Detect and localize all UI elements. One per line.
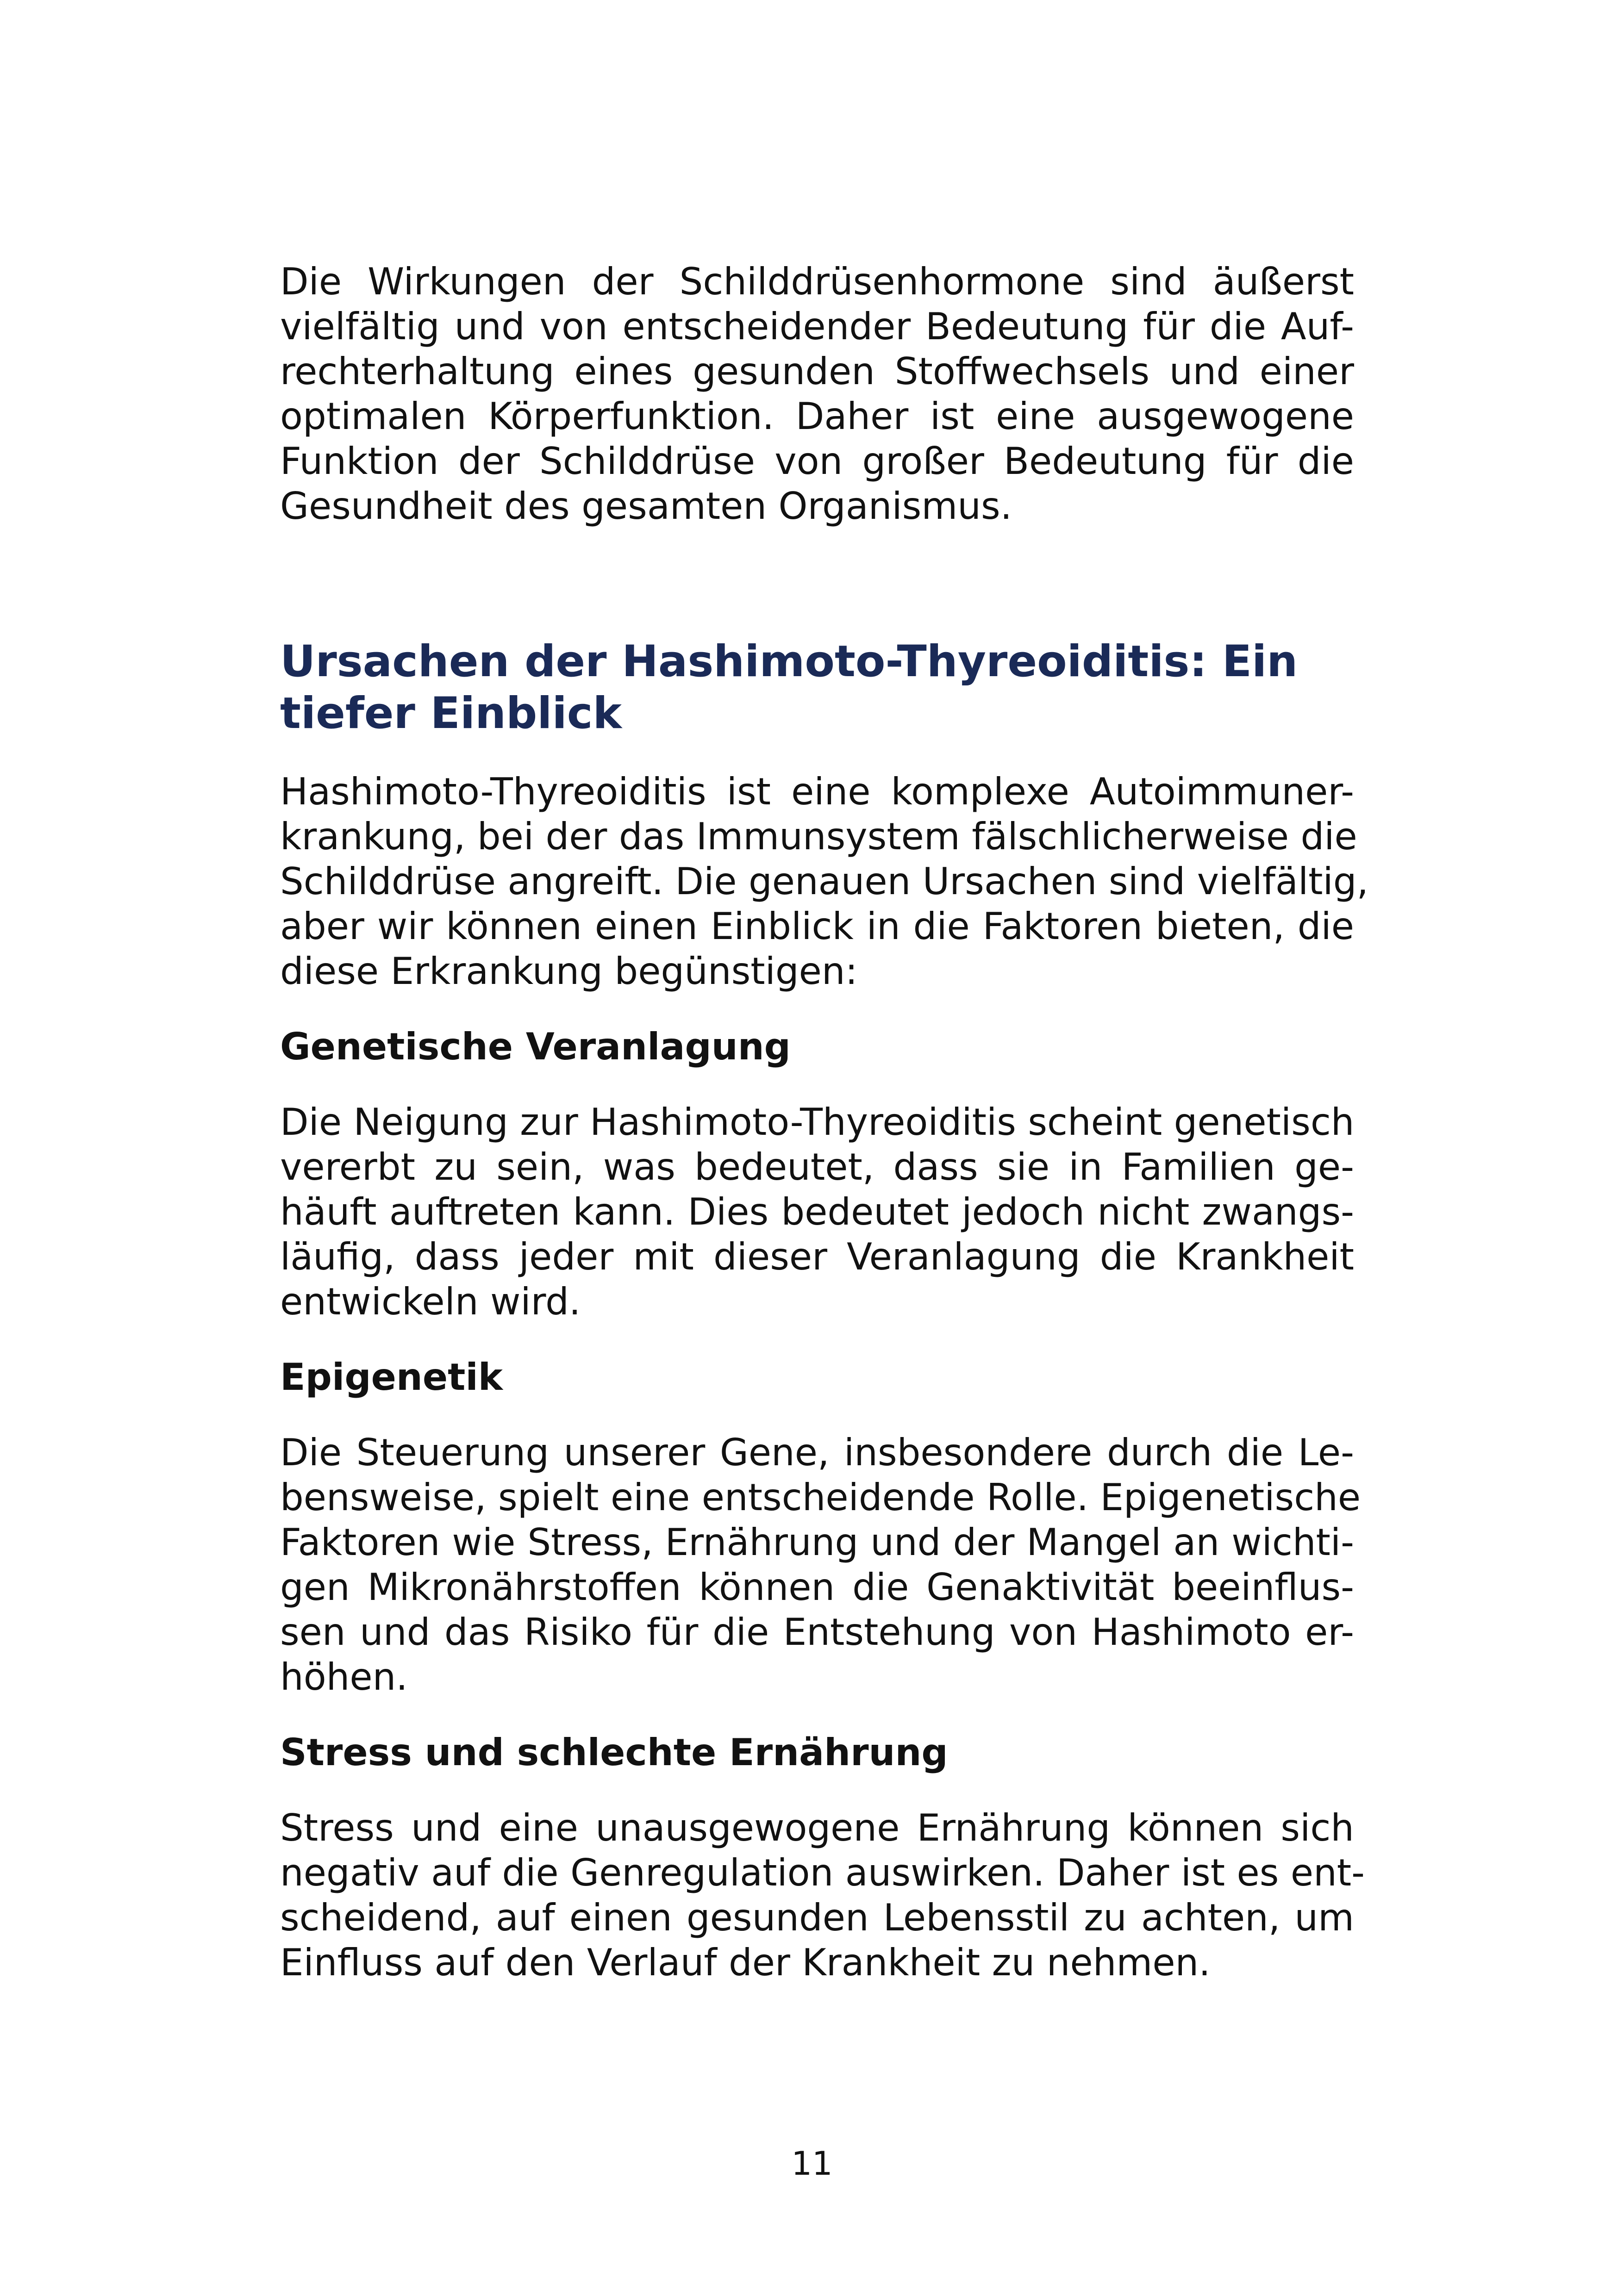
heading-line: tiefer Einblick [280,688,622,739]
subsection-paragraph [280,1805,1365,1985]
text-line: vielfältig und von entscheidender Bedeutung für die Auf- [280,305,1354,348]
text-line: Stress und eine unausgewogene Ernährung können sich [280,1806,1354,1849]
text-line: Faktoren wie Stress, Ernährung und der Mangel an wichti- [280,1521,1354,1564]
text-line: höhen. [280,1655,408,1699]
text-line: Die Steuerung unserer Gene, insbesondere durch die Le- [280,1431,1354,1474]
text-line: Die Neigung zur Hashimoto-Thyreoiditis scheint genetisch [280,1101,1355,1144]
text-line: gen Mikronährstoffen können die Genaktivität beeinflus- [280,1566,1354,1609]
text-line: optimalen Körperfunktion. Daher ist eine ausgewogene [280,395,1354,438]
text-line: Einfluss auf den Verlauf der Krankheit zu nehmen. [280,1941,1211,1984]
text-line: Gesundheit des gesamten Organismus. [280,485,1012,528]
text-line: vererbt zu sein, was bedeutet, dass sie in Familien ge- [280,1145,1354,1188]
text-line: negativ auf die Genregulation auswirken. Daher ist es ent- [280,1851,1365,1894]
section-intro-paragraph [280,769,1368,994]
page-content [280,259,1368,1985]
page-number: 11 [791,2145,833,2183]
text-line: diese Erkrankung begünstigen: [280,950,858,993]
text-line: Die Wirkungen der Schilddrüsenhormone sind äußerst [280,260,1354,303]
heading-line: Ursachen der Hashimoto-Thyreoiditis: Ein [280,636,1298,687]
text-line: entwickeln wird. [280,1280,581,1323]
subsection-heading: Genetische Veranlagung [280,1025,791,1068]
text-line: Hashimoto-Thyreoiditis ist eine komplexe Autoimmuner- [280,770,1354,813]
subsection-paragraph [280,1430,1361,1699]
text-line: bensweise, spielt eine entscheidende Rolle. Epigenetische [280,1476,1361,1519]
text-line: häuft auftreten kann. Dies bedeutet jedoch nicht zwangs- [280,1190,1354,1233]
subsection-heading: Epigenetik [280,1356,503,1399]
section-heading [280,636,1354,740]
text-line: läufig, dass jeder mit dieser Veranlagung die Krankheit [280,1235,1354,1278]
text-line: scheidend, auf einen gesunden Lebensstil zu achten, um [280,1896,1354,1939]
intro-paragraph [280,259,1354,529]
subsection-heading: Stress und schlechte Ernährung [280,1731,948,1774]
text-line: aber wir können einen Einblick in die Faktoren bieten, die [280,905,1354,948]
text-line: sen und das Risiko für die Entstehung von Hashimoto er- [280,1611,1354,1654]
text-line: krankung, bei der das Immunsystem fälschlicherweise die [280,815,1357,858]
text-line: Schilddrüse angreift. Die genauen Ursachen sind vielfältig, [280,860,1368,903]
text-line: rechterhaltung eines gesunden Stoffwechsels und einer [280,350,1354,393]
text-line: Funktion der Schilddrüse von großer Bedeutung für die [280,440,1354,483]
subsection-paragraph [280,1100,1354,1324]
